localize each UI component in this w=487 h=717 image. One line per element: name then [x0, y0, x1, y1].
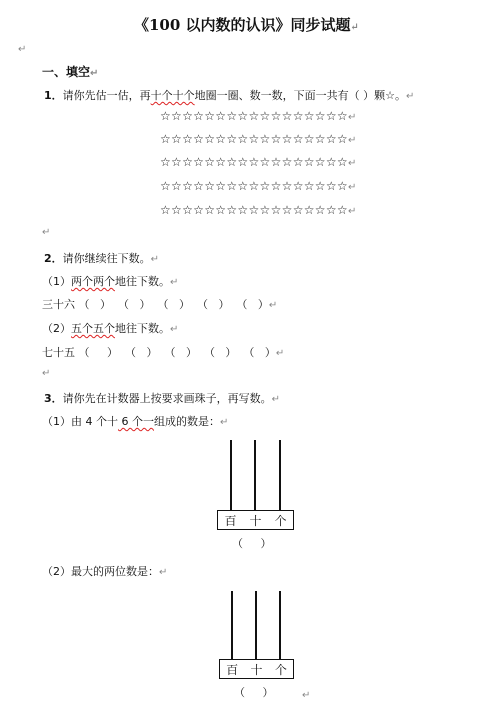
abacus-counter[interactable] — [217, 440, 294, 530]
paragraph-mark: ↵ — [347, 112, 357, 123]
abacus-rod-ones[interactable] — [279, 591, 281, 661]
question-text: 请你先在计数器上按要求画珠子，再写数。 — [62, 392, 272, 405]
star-row — [160, 109, 357, 123]
question-2 — [44, 250, 159, 266]
paragraph-mark: ↵ — [220, 417, 229, 428]
paragraph-mark: ↵ — [275, 348, 285, 359]
paragraph-mark: ↵ — [406, 91, 415, 102]
question-number: 1． — [44, 89, 63, 102]
page-title — [134, 14, 359, 35]
sequence-start: 七十五 — [42, 346, 75, 359]
abacus-rod-tens[interactable] — [254, 440, 256, 512]
place-label-ones: 个 — [274, 513, 287, 528]
star-row — [160, 203, 357, 217]
title-text: 《100 以内数的认识》同步试题 — [134, 16, 351, 34]
underlined-phrase: 五个五个 — [71, 322, 115, 335]
abacus-base — [217, 510, 294, 530]
paragraph-mark: ↵ — [271, 394, 281, 405]
abacus-rod-hundreds[interactable] — [230, 440, 232, 512]
paragraph-mark: ↵ — [90, 68, 99, 79]
star-row-text: ☆☆☆☆☆☆☆☆☆☆☆☆☆☆☆☆☆ — [160, 203, 348, 217]
section-heading — [42, 63, 98, 80]
underlined-phrase: 两个两个 — [71, 275, 115, 288]
sub-text: 组成的数是： — [154, 415, 220, 428]
sub-question-3-1 — [42, 413, 228, 429]
section-heading-text: 一、填空 — [42, 65, 91, 79]
count-sequence-2 — [42, 344, 284, 360]
question-text: 请你先估一估，再 — [62, 89, 151, 102]
count-sequence-1 — [42, 296, 277, 312]
question-number: 3． — [44, 392, 63, 405]
star-row-text: ☆☆☆☆☆☆☆☆☆☆☆☆☆☆☆☆☆ — [160, 155, 348, 169]
paragraph-mark: ↵ — [268, 300, 278, 311]
sub-question-2-2 — [42, 320, 178, 336]
paragraph-mark: ↵ — [170, 324, 179, 335]
abacus-rod-ones[interactable] — [279, 440, 281, 512]
abacus-rod-hundreds[interactable] — [231, 591, 233, 661]
abacus-rod-tens[interactable] — [255, 591, 257, 661]
star-row-text: ☆☆☆☆☆☆☆☆☆☆☆☆☆☆☆☆☆ — [160, 179, 348, 193]
star-row — [160, 132, 357, 146]
star-row-text: ☆☆☆☆☆☆☆☆☆☆☆☆☆☆☆☆☆ — [160, 132, 348, 146]
star-row — [160, 155, 357, 169]
paragraph-mark: ↵ — [347, 158, 357, 169]
sub-question-3-2 — [42, 563, 167, 579]
abacus-counter[interactable] — [219, 591, 294, 679]
paragraph-mark: ↵ — [159, 567, 168, 578]
place-label-ones: 个 — [274, 662, 287, 677]
answer-blanks[interactable]: （ ） （ ） （ ） （ ） （ ） — [78, 298, 269, 311]
sequence-start: 三十六 — [42, 298, 75, 311]
paragraph-mark: ↵ — [150, 254, 160, 265]
answer-blanks[interactable]: （ ） （ ） （ ） （ ） （ ） — [78, 346, 276, 359]
sub-label: （1） — [42, 275, 71, 288]
paragraph-mark: ↵ — [42, 227, 51, 238]
place-label-hundreds: 百 — [224, 513, 237, 528]
paragraph-mark: ↵ — [347, 135, 357, 146]
underlined-phrase: 6 个一 — [118, 415, 154, 428]
sub-label: （2） — [42, 322, 71, 335]
sub-label: （1）由 4 个十 — [42, 415, 118, 428]
paragraph-mark: ↵ — [347, 182, 357, 193]
star-row-text: ☆☆☆☆☆☆☆☆☆☆☆☆☆☆☆☆☆ — [160, 109, 348, 123]
question-text: 地圈一圈、数一数，下面一共有（ ）颗☆。 — [194, 89, 407, 102]
place-label-hundreds: 百 — [226, 662, 239, 677]
answer-blank[interactable]: （ ） — [232, 537, 272, 550]
question-3 — [44, 390, 280, 406]
question-number: 2． — [44, 252, 63, 265]
paragraph-mark: ↵ — [302, 690, 311, 701]
paragraph-mark: ↵ — [350, 22, 359, 33]
star-row — [160, 179, 357, 193]
abacus-base — [219, 659, 294, 679]
paragraph-mark: ↵ — [347, 206, 357, 217]
place-label-tens: 十 — [250, 662, 263, 677]
question-1 — [44, 87, 414, 103]
sub-text: 地往下数。 — [115, 275, 170, 288]
sub-text: 地往下数。 — [115, 322, 170, 335]
sub-label: （2）最大的两位数是： — [42, 565, 159, 578]
paragraph-mark: ↵ — [42, 368, 51, 379]
underlined-phrase: 十个十个 — [150, 89, 195, 102]
answer-blank[interactable]: （ ） — [234, 686, 274, 699]
paragraph-mark: ↵ — [18, 44, 27, 55]
place-label-tens: 十 — [249, 513, 262, 528]
sub-question-2-1 — [42, 273, 178, 289]
question-text: 请你继续往下数。 — [62, 252, 151, 265]
paragraph-mark: ↵ — [170, 277, 179, 288]
